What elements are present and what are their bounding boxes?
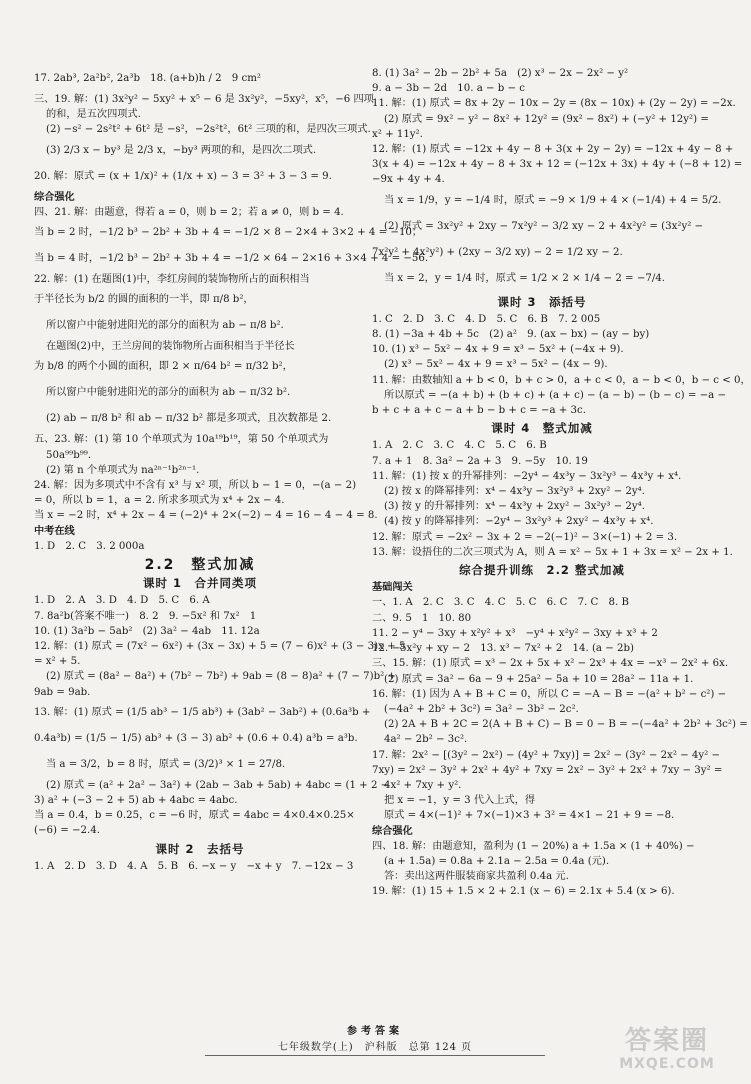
answer-line: 答：卖出这两件服装商家共盈利 0.4a 元. bbox=[384, 871, 569, 883]
answer-line: 于半径长为 b/2 的圆的面积的一半，即 π/8 b²， bbox=[34, 294, 254, 306]
answer-line: 当 x = 2，y = 1/4 时，原式 = 1/2 × 2 × 1/4 − 2 = −7/4. bbox=[384, 272, 665, 284]
subsection-heading: 基础闯关 bbox=[372, 582, 413, 594]
answer-line: 17. 解：2x² − [(3y² − 2x²) − (4y² + 7xy)] = 2x² − (3y² − 2x² − 4y² − bbox=[372, 749, 721, 761]
answer-line: (2) 原式 = 9x² − y² − 8x² + 12y² = (9x² − 8x²) + (−y² + 12y²) = bbox=[384, 113, 709, 125]
answer-line: 20. 解：原式 = (x + 1/x)² + (1/x + x) − 3 = 3² + 3 − 3 = 9. bbox=[34, 170, 332, 182]
answer-line: 五、23. 解：(1) 第 10 个单项式为 10a¹⁹b¹⁹，第 50 个单项式为 bbox=[34, 434, 329, 446]
watermark-url: MXQE.COM bbox=[619, 1056, 715, 1072]
answer-line: 1. D 2. C 3. 2 000a bbox=[34, 540, 145, 552]
answer-line: 12. 解：(1) 原式 = (7x² − 6x²) + (3x − 3x) + 5 = (7 − 6)x² + (3 − 3)x + 5 bbox=[34, 641, 406, 653]
answer-line: (−4a² + 2b² + 3c²) = 3a² − 3b² − 2c². bbox=[384, 703, 579, 715]
answer-line: 11. 2 − y⁴ − 3xy + x²y² + x³ −y⁴ + x²y² − 3xy + x³ + 2 bbox=[372, 627, 658, 639]
answer-line: (2) 原式 = 3a² − 6a − 9 + 25a² − 5a + 10 = 28a² − 11a + 1. bbox=[384, 673, 694, 685]
answer-line: 10. (1) x³ − 5x² − 4x + 9 = x³ − 5x² + (−4x + 9). bbox=[372, 344, 624, 356]
answer-line: x² + 11y². bbox=[372, 128, 423, 140]
answer-line: (4) 按 y 的降幂排列：−2y⁴ − 3x²y³ + 2xy² − 4x³y + x⁴. bbox=[384, 516, 654, 528]
lesson-heading: 课时 3 添括号 bbox=[497, 294, 587, 309]
answer-line: 22. 解：(1) 在题图(1)中，李红房间的装饰物所占的面积相当 bbox=[34, 274, 310, 286]
subsection-heading: 综合强化 bbox=[372, 825, 413, 837]
subsection-heading: 中考在线 bbox=[34, 525, 75, 537]
footer-page-info: 七年级数学(上) 沪科版 总第 124 页 bbox=[277, 1042, 473, 1053]
answer-line: 0.4a³b) = (1/5 − 1/5) ab³ + (3 − 3) ab² + (0.6 + 0.4) a³b = a³b. bbox=[34, 732, 358, 744]
answer-line: 4a² − 2b² − 3c². bbox=[384, 734, 468, 746]
footer-rule bbox=[205, 1055, 545, 1056]
answer-line: (3) 2/3 x − by³ 是 2/3 x，−by³ 两项的和，是四次二项式. bbox=[46, 144, 317, 156]
section-heading: 2.2 整式加减 bbox=[144, 557, 256, 574]
answer-line: 的和，是五次四项式. bbox=[46, 109, 141, 121]
answer-line: 8. (1) 3a² − 2b − 2b² + 5a (2) x³ − 2x − 2x² − y² bbox=[372, 68, 629, 79]
answer-line: 7xy) = 2x² − 3y² + 2x² + 4y² + 7xy = 2x² − 3y² + 2x² + 7xy − 3y² = bbox=[372, 764, 723, 776]
answer-line: 3) a² + (−3 − 2 + 5) ab + 4abc = 4abc. bbox=[34, 795, 238, 807]
answer-line: (3) 按 y 的升幂排列：x⁴ − 4x³y + 2xy² − 3x²y³ − 2y⁴. bbox=[384, 501, 645, 513]
answer-line: (a + 1.5a) = 0.8a + 2.1a − 2.5a = 0.4a (元). bbox=[384, 855, 610, 867]
answer-line: (2) −s² − 2s²t² + 6t² 是 −s²，−2s²t²，6t² 三项的和，是四次三项式. bbox=[46, 124, 371, 136]
answer-line: (2) ab − π/8 b² 和 ab − π/32 b² 都是多项式，且次数都是 2. bbox=[46, 413, 332, 425]
answer-line: 原式 = 4×(−1)² + 7×(−1)×3 + 3² = 4×1 − 21 + 9 = −8. bbox=[384, 810, 675, 822]
answer-line: 12. 解：(1) 原式 = −12x + 4y − 8 + 3(x + 2y − 2y) = −12x + 4y − 8 + bbox=[372, 144, 734, 156]
answer-line: 四、18. 解：由题意知，盈利为 (1 − 20%) a + 1.5a × (1 + 40%) − bbox=[372, 840, 695, 852]
answer-line: 1. A 2. C 3. C 4. C 5. C 6. B bbox=[372, 440, 547, 452]
answer-line: 当 x = −2 时，x⁴ + 2x − 4 = (−2)⁴ + 2×(−2) − 4 = 16 − 4 − 4 = 8. bbox=[34, 510, 378, 522]
answer-line: 所以原式 = −(a + b) + (b + c) + (a + c) − (a − b) − (b − c) = −a − bbox=[384, 389, 726, 401]
answer-line: (2) 第 n 个单项式为 na²ⁿ⁻¹b²ⁿ⁻¹. bbox=[46, 464, 200, 476]
answer-line: 把 x = −1，y = 3 代入上式，得 bbox=[384, 795, 536, 807]
answer-line: 4x² + 7xy + y². bbox=[384, 779, 462, 791]
answer-line: 三、19. 解：(1) 3x²y² − 5xy² + x⁵ − 6 是 3x²y²，−5xy²，x⁵，−6 四项 bbox=[34, 94, 374, 105]
answer-line: 7. a + 1 8. 3a² − 2a + 3 9. −5y 10. 19 bbox=[372, 455, 588, 467]
answer-column-right bbox=[372, 66, 751, 900]
answer-line: 11. 解：(1) 按 x 的升幂排列：−2y⁴ − 4x³y − 3x²y³ − 4x³y + x⁴. bbox=[372, 470, 682, 482]
answer-line: 1. A 2. D 3. D 4. A 5. B 6. −x − y −x + y 7. −12x − 3 bbox=[34, 860, 354, 872]
answer-line: = 0，所以 b = 1，a = 2. 所求多项式为 x⁴ + 2x − 4. bbox=[34, 495, 285, 507]
answer-line: 9. a − 3b − 2d 10. a − b − c bbox=[372, 83, 526, 95]
answer-line: b + c + a + c − a + b − b + c = −a + 3c. bbox=[372, 405, 586, 417]
answer-line: −9x + 4y + 4. bbox=[372, 174, 445, 186]
answer-line: 7. 8a²b(答案不唯一) 8. 2 9. −5x² 和 7x² 1 bbox=[34, 610, 257, 622]
lesson-heading: 课时 1 合并同类项 bbox=[142, 576, 257, 591]
footer-title: 参考答案 bbox=[347, 1026, 403, 1037]
answer-line: 12. −5x²y + xy − 2 13. x³ − 7x² + 2 14. (a − 2b) bbox=[372, 643, 634, 655]
answer-line: 1. D 2. A 3. D 4. D 5. C 6. A bbox=[34, 595, 210, 607]
subsection-heading: 综合强化 bbox=[34, 191, 75, 203]
answer-line: 三、15. 解：(1) 原式 = x³ − 2x + 5x + x² − 2x³ + 4x = −x³ − 2x² + 6x. bbox=[372, 658, 729, 670]
answer-line: 17. 2ab³, 2a²b², 2a³b 18. (a+b)h / 2 9 cm² bbox=[34, 73, 261, 84]
answer-line: 11. 解：(1) 原式 = 8x + 2y − 10x − 2y = (8x − 10x) + (2y − 2y) = −2x. bbox=[372, 98, 736, 110]
answer-line: 一、1. A 2. C 3. C 4. C 5. C 6. C 7. C 8. B bbox=[372, 597, 629, 609]
answer-line: (2) 原式 = 3x²y² + 2xy − 7x²y² − 3/2 xy − 2 + 4x²y² = (3x²y² − bbox=[384, 220, 704, 232]
answer-line: = x² + 5. bbox=[34, 656, 81, 668]
answer-line: 19. 解：(1) 15 + 1.5 × 2 + 2.1 (x − 6) = 2.1x + 5.4 (x > 6). bbox=[372, 886, 675, 898]
answer-line: 12. 解：原式 = −2x² − 3x + 2 = −2(−1)² − 3×(−1) + 2 = 3. bbox=[372, 531, 678, 543]
answer-line: 1. C 2. D 3. C 4. D 5. C 6. B 7. 2 005 bbox=[372, 313, 601, 325]
answer-line: 50a⁹⁹b⁹⁹. bbox=[46, 449, 92, 461]
answer-line: 10. (1) 3a²b − 5ab² (2) 3a² − 4ab 11. 12a bbox=[34, 625, 260, 637]
answer-line: 在题图(2)中，王兰房间的装饰物所占面积相当于半径长 bbox=[46, 341, 295, 353]
lesson-heading: 综合提升训练 2.2 整式加减 bbox=[459, 563, 625, 578]
answer-line: 13. 解：设捂住的二次三项式为 A，则 A = x² − 5x + 1 + 3x = x² − 2x + 1. bbox=[372, 546, 733, 558]
answer-line: 11. 解：由数轴知 a + b < 0，b + c > 0，a + c < 0，a − b < 0，b − c < 0， bbox=[372, 374, 751, 386]
answer-line: (2) 原式 = (a² + 2a² − 3a²) + (2ab − 3ab + 5ab) + 4abc = (1 + 2 − bbox=[46, 779, 390, 791]
answer-line: 当 b = 4 时，−1/2 b³ − 2b² + 3b + 4 = −1/2 × 64 − 2×16 + 3×4 + 4 = −56. bbox=[34, 253, 429, 265]
answer-line: (2) x³ − 5x² − 4x + 9 = x³ − 5x² − (4x − 9). bbox=[384, 359, 608, 371]
answer-line: 16. 解：(1) 因为 A + B + C = 0，所以 C = −A − B = −(a² + b² − c²) − bbox=[372, 688, 727, 700]
answer-line: 当 b = 2 时，−1/2 b³ − 2b² + 3b + 4 = −1/2 × 8 − 2×4 + 3×2 + 4 = −10； bbox=[34, 227, 423, 239]
answer-line: 四、21. 解：由题意，得若 a = 0，则 b = 2；若 a ≠ 0，则 b = 4. bbox=[34, 206, 344, 218]
lesson-heading: 课时 2 去括号 bbox=[155, 841, 245, 856]
watermark-logo bbox=[592, 1026, 742, 1078]
answer-line: 当 a = 0.4，b = 0.25，c = −6 时，原式 = 4abc = 4×0.4×0.25× bbox=[34, 810, 355, 822]
answer-line: (2) 2A + B + 2C = 2(A + B + C) − B = 0 − B = −(−4a² + 2b² + 3c²) = bbox=[384, 719, 748, 731]
answer-line: 所以窗户中能射进阳光的部分的面积为 ab − π/8 b². bbox=[46, 320, 284, 332]
answer-line: 当 x = 1/9，y = −1/4 时，原式 = −9 × 1/9 + 4 × (−1/4) + 4 = 5/2. bbox=[384, 194, 722, 206]
answer-line: (2) 原式 = (8a² − 8a²) + (7b² − 7b²) + 9ab = (8 − 8)a² + (7 − 7)b² + bbox=[46, 671, 396, 683]
watermark-logo-text: 答案圈 bbox=[624, 1026, 709, 1056]
answer-line: 24. 解：因为多项式中不含有 x³ 与 x² 项，所以 b − 1 = 0，−(a − 2) bbox=[34, 480, 357, 492]
lesson-heading: 课时 4 整式加减 bbox=[491, 421, 593, 436]
answer-line: 8. (1) −3a + 4b + 5c (2) a² 9. (ax − bx) − (ay − by) bbox=[372, 329, 650, 341]
answer-line: 3(x + 4) = −12x + 4y − 8 + 3x + 12 = (−12x + 3x) + 4y + (−8 + 12) = bbox=[372, 159, 743, 171]
answer-line: (−6) = −2.4. bbox=[34, 825, 100, 837]
answer-line: 9ab = 9ab. bbox=[34, 686, 91, 698]
answer-line: 二、9. 5 1 10. 80 bbox=[372, 612, 472, 624]
answer-line: 13. 解：(1) 原式 = (1/5 ab³ − 1/5 ab³) + (3ab² − 3ab²) + (0.6a³b + bbox=[34, 706, 371, 718]
answer-line: 7x²y² + 4x²y²) + (2xy − 3/2 xy) − 2 = 1/2 xy − 2. bbox=[372, 246, 623, 258]
answer-line: 所以窗户中能射进阳光的部分的面积为 ab − π/32 b². bbox=[46, 387, 291, 399]
answer-line: (2) 按 x 的降幂排列：x⁴ − 4x³y − 3x²y³ + 2xy² − 2y⁴. bbox=[384, 486, 645, 498]
answer-line: 为 b/8 的两个小圆的面积，即 2 × π/64 b² = π/32 b²， bbox=[34, 361, 293, 373]
answer-line: 当 a = 3/2，b = 8 时，原式 = (3/2)³ × 1 = 27/8. bbox=[46, 758, 286, 770]
